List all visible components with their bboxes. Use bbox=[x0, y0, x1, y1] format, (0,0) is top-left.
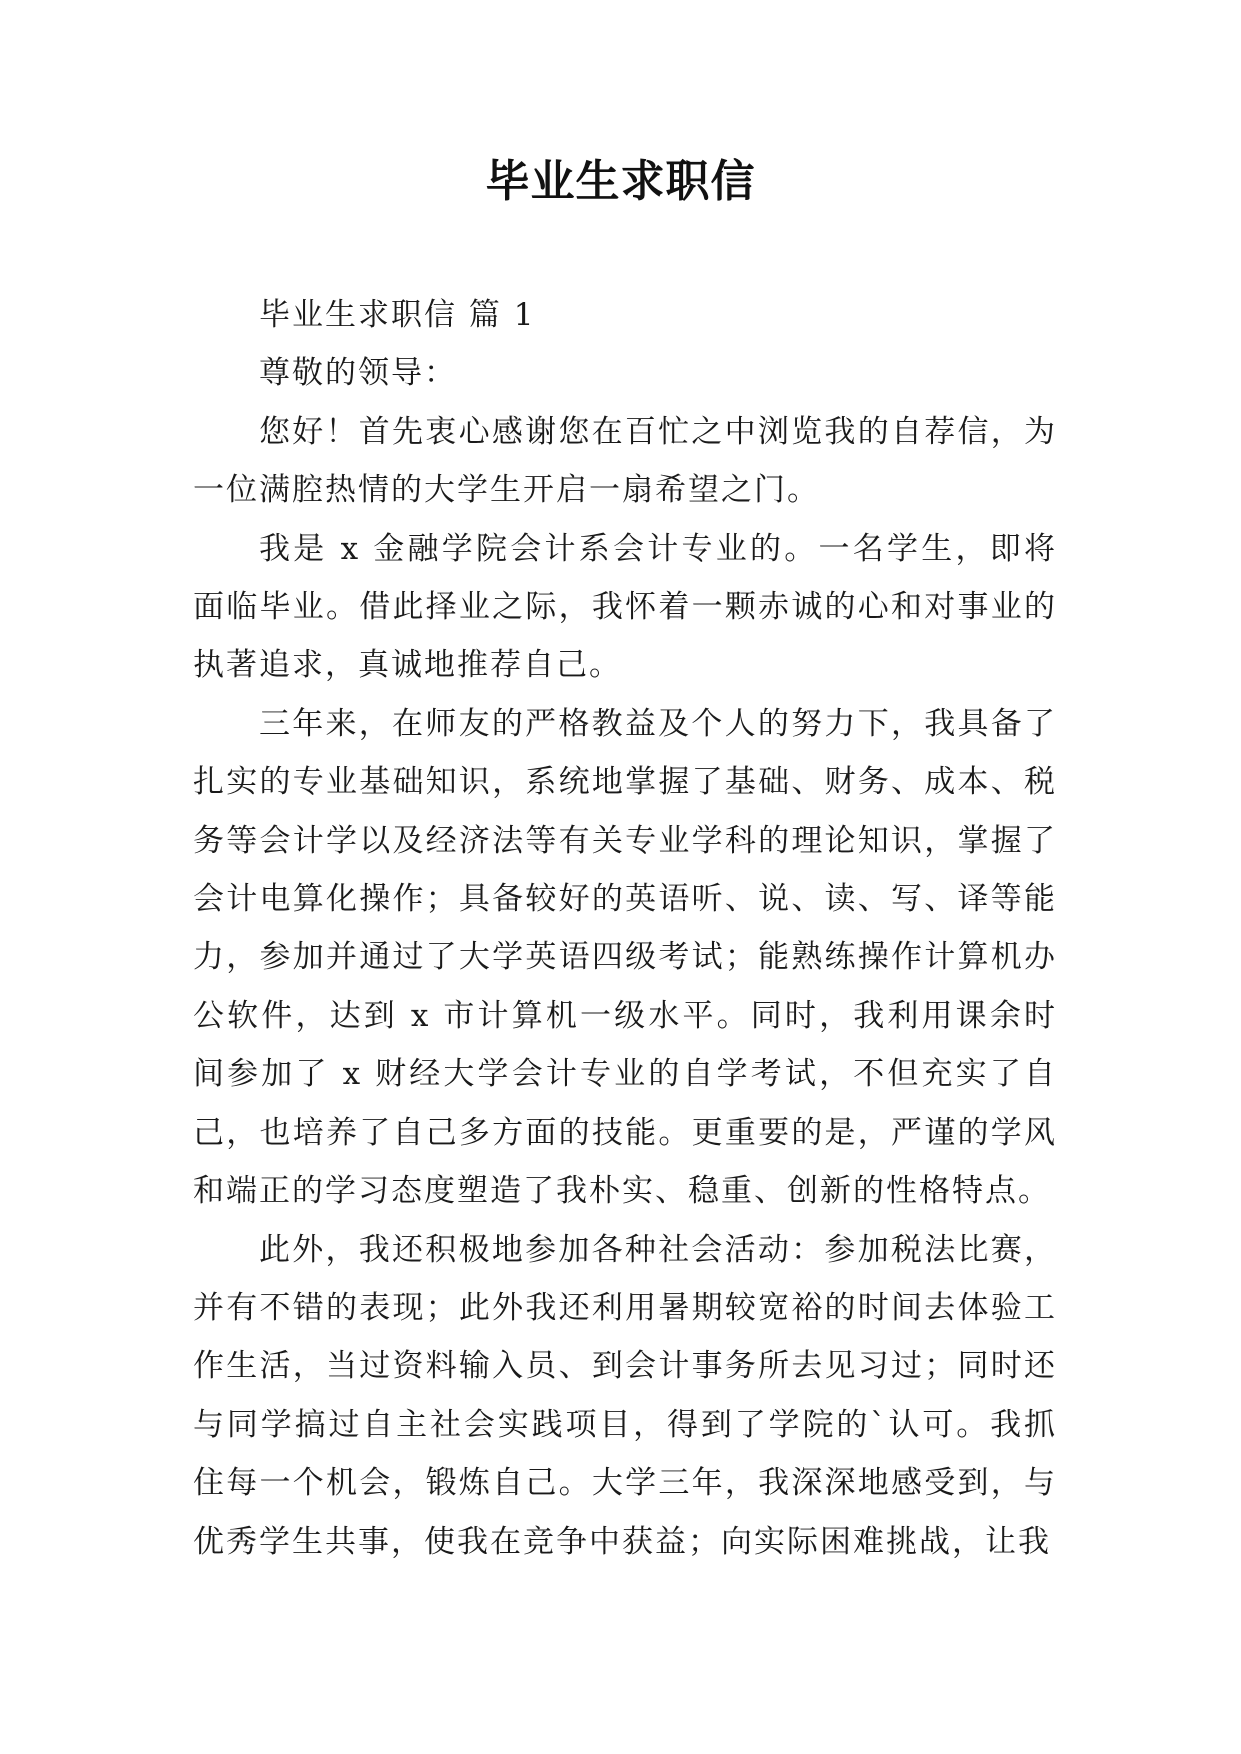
body-paragraph: 此外，我还积极地参加各种社会活动：参加税法比赛，并有不错的表现；此外我还利用暑期较宽裕的时间去体验工作生活，当过资料输入员、到会计事务所去见习过；同时还与同学搞过自主社会实践项目，得到了学院的`认可。我抓住每一个机会，锻炼自己。大学三年，我深深地感受到，与优秀学生共事，使我在竞争中获益；向实际困难挑战，让我 bbox=[193, 1231, 1057, 1560]
section-heading: 毕业生求职信 篇 1 bbox=[259, 297, 536, 333]
salutation: 尊敬的领导： bbox=[259, 355, 457, 392]
body-paragraph: 您好！首先衷心感谢您在百忙之中浏览我的自荐信，为一位满腔热情的大学生开启一扇希望之门。 bbox=[193, 413, 1057, 509]
document-body bbox=[193, 286, 1057, 1571]
body-paragraph: 我是 x 金融学院会计系会计专业的。一名学生，即将面临毕业。借此择业之际，我怀着一颗赤诚的心和对事业的执著追求，真诚地推荐自己。 bbox=[193, 530, 1057, 684]
document-title: 毕业生求职信 bbox=[485, 156, 756, 207]
body-paragraph: 三年来，在师友的严格教益及个人的努力下，我具备了扎实的专业基础知识，系统地掌握了基础、财务、成本、税务等会计学以及经济法等有关专业学科的理论知识，掌握了会计电算化操作；具备较好的英语听、说、读、写、译等能力，参加并通过了大学英语四级考试；能熟练操作计算机办公软件，达到 x 市计算机一级水平。同时，我利用课余时间参加了 x 财经大学会计专业的自学考试，不但充实了自己，也培养了自己多方面的技能。更重要的是，严谨的学风和端正的学习态度塑造了我朴实、稳重、创新的性格特点。 bbox=[193, 705, 1057, 1210]
